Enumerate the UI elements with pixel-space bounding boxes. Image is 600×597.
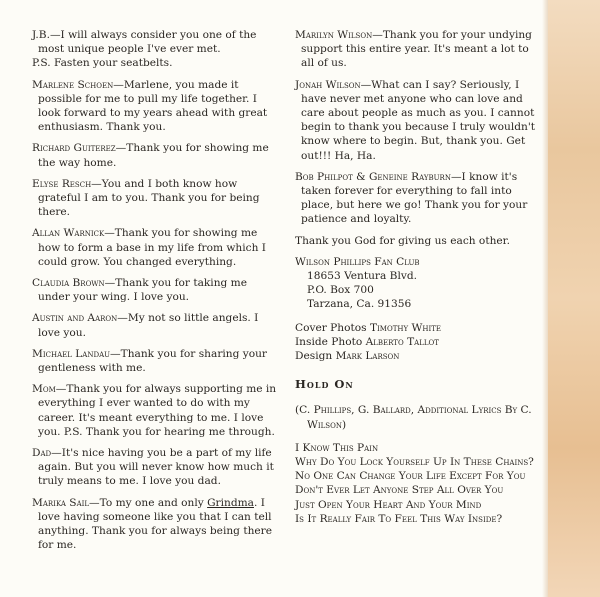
thanks-entry: [295, 28, 543, 71]
entry-name: Bob Philpot & Geneine Rayburn: [295, 170, 451, 183]
entry-text-after: . I love having someone like you that I can tell anything. Thank you for always being there for me.: [38, 496, 272, 552]
fan-club-city: Tarzana, Ca. 91356: [307, 298, 412, 311]
credit-line: [295, 335, 543, 349]
entry-text: —I will always consider you one of the most unique people I've ever met.: [38, 29, 257, 56]
credit-line: [295, 321, 543, 335]
lyric-line: No One Can Change Your Life Except For You: [295, 470, 526, 483]
entry-postscript: P.S. Fasten your seatbelts.: [32, 57, 173, 70]
entry-name: Richard Guiterez: [32, 142, 116, 155]
lyric-line: Is It Really Fair To Feel This Way Inside?: [295, 512, 503, 525]
thanks-entry: [32, 311, 282, 339]
lyric-line: I Know This Pain: [295, 441, 379, 454]
thanks-god-line: Thank you God for giving us each other.: [295, 234, 510, 247]
entry-text: —I know it's taken forever for everything to fall into place, but here we go! Thank you for your patience and loyalty.: [301, 170, 528, 226]
song-writer-credit: (C. Phillips, G. Ballard, Additional Lyrics By C. Wilson): [295, 404, 532, 431]
entry-name: Dad: [32, 447, 52, 460]
lyric-line: Just Open Your Heart And Your Mind: [295, 498, 482, 511]
entry-name: Elyse Resch: [32, 177, 92, 190]
entry-name: J.B.: [32, 29, 50, 41]
thanks-entry: [32, 446, 282, 489]
entry-text: —Thank you for showing me the way home.: [38, 142, 269, 169]
credit-person: Timothy White: [369, 321, 441, 334]
entry-text: —It's nice having you be a part of my life again. But you will never know how much it truly means to me. I love you dad.: [38, 447, 274, 488]
entry-text: —Thank you for your undying support this entire year. It's meant a lot to all of us.: [301, 29, 532, 70]
entry-text: —Marlene, you made it possible for me to pull my life together. I look forward to my years ahead with great enthusiasm. Thank you.: [38, 78, 268, 134]
entry-text-before: —To my one and only: [89, 496, 208, 509]
entry-text: —My not so little angels. I love you.: [38, 312, 259, 339]
entry-text: —What can I say? Seriously, I have never met anyone who can love and care about people as much as you. I cannot begin to thank you because I truly wouldn't know where to begin. But, thank you. Get out!!! Ha, Ha.: [301, 78, 536, 162]
entry-name: Austin and Aaron: [32, 312, 118, 325]
entry-name: Marika Sail: [32, 496, 90, 509]
entry-name: Allan Warnick: [32, 227, 105, 240]
thanks-entry: [32, 276, 282, 304]
credit-line: [295, 349, 543, 363]
credit-label: Cover Photos: [295, 321, 367, 334]
underlined-word: Grindma: [207, 496, 254, 509]
left-column: [32, 28, 282, 560]
thanks-entry: [32, 78, 282, 135]
fan-club-address: [295, 255, 543, 312]
entry-name: Claudia Brown: [32, 277, 105, 290]
entry-name: Mom: [32, 383, 56, 396]
thanks-entry: [295, 170, 543, 227]
right-column: [295, 28, 543, 526]
lyric-line: Don't Ever Let Anyone Step All Over You: [295, 484, 504, 497]
thanks-entry: [32, 382, 282, 439]
fan-club-po-box: P.O. Box 700: [307, 284, 374, 297]
photo-design-credits: [295, 321, 543, 364]
entry-text: —Thank you for always supporting me in everything I ever wanted to do with my career. It's meant everything to me. I love you. P.S. Thank you for hearing me through.: [38, 383, 277, 438]
entry-text: —Thank you for taking me under your wing. I love you.: [38, 277, 247, 304]
fan-club-street: 18653 Ventura Blvd.: [307, 270, 417, 283]
thanks-entry: [32, 226, 282, 269]
entry-text: —You and I both know how grateful I am to you. Thank you for being there.: [38, 177, 260, 219]
thanks-entry: [32, 177, 282, 220]
entry-name: Michael Landau: [32, 347, 111, 360]
thanks-entry-marika: [32, 496, 282, 553]
song-title: Hold On: [295, 377, 354, 392]
credit-label: Design: [295, 350, 333, 363]
credit-person: Mark Larson: [335, 350, 400, 363]
lyric-line: Why Do You Lock Yourself Up In These Chains?: [295, 456, 534, 469]
thanks-entry: [32, 28, 282, 71]
decorative-photo-edge: [548, 0, 600, 597]
thanks-entry: [32, 141, 282, 169]
thanks-entry: [32, 347, 282, 375]
entry-name: Jonah Wilson: [295, 78, 361, 91]
credit-person: Alberto Tallot: [365, 335, 439, 348]
entry-name: Marilyn Wilson: [295, 29, 373, 41]
credit-label: Inside Photo: [295, 335, 363, 348]
entry-name: Marlene Schoen: [32, 78, 114, 91]
thanks-entry: [295, 78, 543, 163]
entry-text: —Thank you for sharing your gentleness with me.: [38, 347, 267, 375]
fan-club-name: Wilson Phillips Fan Club: [295, 255, 420, 268]
entry-text: —Thank you for showing me how to form a base in my life from which I could grow. You changed everything.: [38, 227, 266, 268]
